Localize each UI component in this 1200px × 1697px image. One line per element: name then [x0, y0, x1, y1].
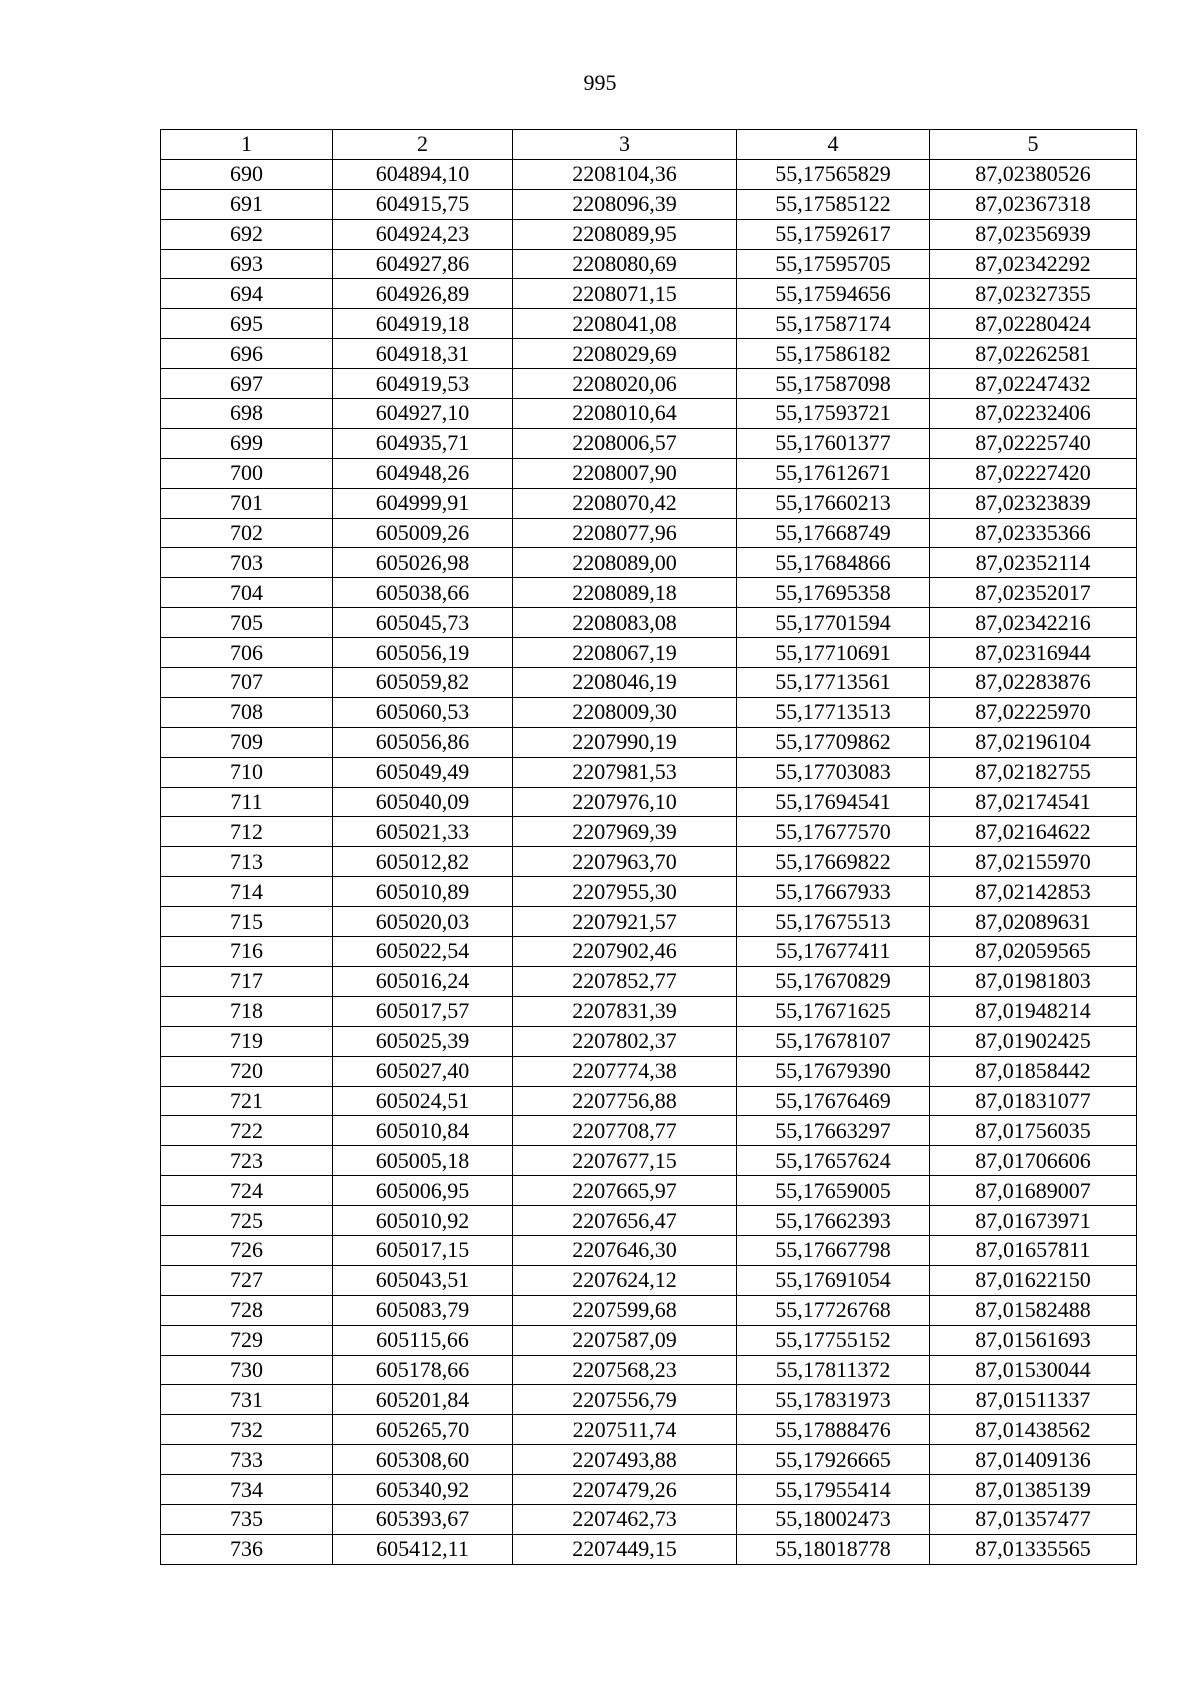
table-cell-col-1: 720: [161, 1056, 333, 1086]
table-cell-col-2: 604919,53: [333, 369, 513, 399]
table-cell-col-3: 2208089,00: [513, 548, 737, 578]
table-row: [161, 1235, 1137, 1265]
table-cell-col-3: 2208071,15: [513, 279, 737, 309]
table-cell-col-5: 87,02356939: [930, 219, 1137, 249]
table-row: [161, 1355, 1137, 1385]
table-cell-col-3: 2207902,46: [513, 937, 737, 967]
table-cell-col-3: 2208104,36: [513, 159, 737, 189]
table-cell-col-4: 55,17587174: [737, 309, 930, 339]
table-cell-col-1: 710: [161, 757, 333, 787]
table-row: [161, 488, 1137, 518]
table-cell-col-5: 87,02164622: [930, 817, 1137, 847]
table-cell-col-2: 604915,75: [333, 189, 513, 219]
table-cell-col-2: 604927,86: [333, 249, 513, 279]
table-cell-col-1: 705: [161, 608, 333, 638]
column-header-4: 4: [737, 130, 930, 160]
table-cell-col-3: 2208007,90: [513, 458, 737, 488]
table-cell-col-2: 605021,33: [333, 817, 513, 847]
table-cell-col-2: 605010,92: [333, 1206, 513, 1236]
table-cell-col-5: 87,02225970: [930, 697, 1137, 727]
table-cell-col-1: 722: [161, 1116, 333, 1146]
table-cell-col-3: 2207852,77: [513, 966, 737, 996]
table-cell-col-2: 605056,86: [333, 727, 513, 757]
table-row: [161, 1415, 1137, 1445]
table-cell-col-5: 87,02342216: [930, 608, 1137, 638]
table-cell-col-2: 605022,54: [333, 937, 513, 967]
table-row: [161, 966, 1137, 996]
table-row: [161, 727, 1137, 757]
table-cell-col-5: 87,02227420: [930, 458, 1137, 488]
table-row: [161, 369, 1137, 399]
table-cell-col-5: 87,02335366: [930, 518, 1137, 548]
table-header: [161, 130, 1137, 160]
table-cell-col-3: 2207708,77: [513, 1116, 737, 1146]
table-body: [161, 159, 1137, 1564]
table-cell-col-2: 605017,57: [333, 996, 513, 1026]
table-cell-col-4: 55,17662393: [737, 1206, 930, 1236]
table-cell-col-1: 718: [161, 996, 333, 1026]
table-cell-col-5: 87,01335565: [930, 1534, 1137, 1564]
table-cell-col-1: 708: [161, 697, 333, 727]
table-cell-col-4: 55,17926665: [737, 1445, 930, 1475]
table-cell-col-4: 55,18002473: [737, 1504, 930, 1534]
table-row: [161, 1295, 1137, 1325]
table-cell-col-4: 55,17709862: [737, 727, 930, 757]
table-cell-col-2: 605265,70: [333, 1415, 513, 1445]
table-row: [161, 1086, 1137, 1116]
table-cell-col-4: 55,17684866: [737, 548, 930, 578]
table-cell-col-1: 692: [161, 219, 333, 249]
table-cell-col-4: 55,17612671: [737, 458, 930, 488]
table-cell-col-1: 707: [161, 668, 333, 698]
table-cell-col-1: 724: [161, 1176, 333, 1206]
table-cell-col-3: 2208041,08: [513, 309, 737, 339]
table-cell-col-5: 87,02059565: [930, 937, 1137, 967]
table-cell-col-4: 55,17726768: [737, 1295, 930, 1325]
table-cell-col-4: 55,17663297: [737, 1116, 930, 1146]
table-cell-col-2: 605024,51: [333, 1086, 513, 1116]
table-cell-col-4: 55,17601377: [737, 428, 930, 458]
table-cell-col-1: 695: [161, 309, 333, 339]
table-cell-col-1: 703: [161, 548, 333, 578]
table-cell-col-1: 728: [161, 1295, 333, 1325]
table-cell-col-4: 55,17668749: [737, 518, 930, 548]
table-row: [161, 1146, 1137, 1176]
table-cell-col-1: 712: [161, 817, 333, 847]
table-cell-col-5: 87,01981803: [930, 966, 1137, 996]
table-row: [161, 1206, 1137, 1236]
table-cell-col-4: 55,17678107: [737, 1026, 930, 1056]
table-cell-col-3: 2208089,18: [513, 578, 737, 608]
table-row: [161, 996, 1137, 1026]
table-cell-col-5: 87,01409136: [930, 1445, 1137, 1475]
table-cell-col-3: 2207831,39: [513, 996, 737, 1026]
table-cell-col-2: 605393,67: [333, 1504, 513, 1534]
table-cell-col-1: 733: [161, 1445, 333, 1475]
table-row: [161, 339, 1137, 369]
table-cell-col-1: 732: [161, 1415, 333, 1445]
table-cell-col-5: 87,02380526: [930, 159, 1137, 189]
table-row: [161, 458, 1137, 488]
table-cell-col-2: 604999,91: [333, 488, 513, 518]
table-cell-col-5: 87,02327355: [930, 279, 1137, 309]
table-cell-col-4: 55,17595705: [737, 249, 930, 279]
table-cell-col-3: 2208083,08: [513, 608, 737, 638]
table-row: [161, 1534, 1137, 1564]
table-cell-col-2: 605017,15: [333, 1235, 513, 1265]
table-cell-col-2: 605016,24: [333, 966, 513, 996]
table-cell-col-4: 55,17955414: [737, 1475, 930, 1505]
table-cell-col-2: 605012,82: [333, 847, 513, 877]
table-cell-col-3: 2207599,68: [513, 1295, 737, 1325]
table-cell-col-3: 2208010,64: [513, 399, 737, 429]
table-row: [161, 1504, 1137, 1534]
table-cell-col-5: 87,01582488: [930, 1295, 1137, 1325]
table-cell-col-2: 605201,84: [333, 1385, 513, 1415]
table-cell-col-3: 2207479,26: [513, 1475, 737, 1505]
table-cell-col-2: 604924,23: [333, 219, 513, 249]
table-cell-col-3: 2208020,06: [513, 369, 737, 399]
table-cell-col-2: 605010,89: [333, 877, 513, 907]
table-cell-col-3: 2208096,39: [513, 189, 737, 219]
table-cell-col-3: 2208089,95: [513, 219, 737, 249]
table-cell-col-4: 55,17694541: [737, 787, 930, 817]
table-row: [161, 279, 1137, 309]
table-cell-col-2: 604894,10: [333, 159, 513, 189]
table-cell-col-5: 87,02225740: [930, 428, 1137, 458]
table-cell-col-4: 55,17710691: [737, 638, 930, 668]
table-cell-col-5: 87,02196104: [930, 727, 1137, 757]
table-cell-col-1: 713: [161, 847, 333, 877]
table-cell-col-4: 55,17713561: [737, 668, 930, 698]
table-cell-col-3: 2208009,30: [513, 697, 737, 727]
table-cell-col-3: 2207802,37: [513, 1026, 737, 1056]
table-cell-col-1: 714: [161, 877, 333, 907]
table-cell-col-2: 605005,18: [333, 1146, 513, 1176]
table-cell-col-5: 87,01561693: [930, 1325, 1137, 1355]
table-cell-col-3: 2207449,15: [513, 1534, 737, 1564]
table-cell-col-4: 55,17679390: [737, 1056, 930, 1086]
table-row: [161, 638, 1137, 668]
table-cell-col-3: 2207624,12: [513, 1265, 737, 1295]
table-cell-col-5: 87,02182755: [930, 757, 1137, 787]
table-cell-col-5: 87,01438562: [930, 1415, 1137, 1445]
table-cell-col-1: 727: [161, 1265, 333, 1295]
table-cell-col-1: 698: [161, 399, 333, 429]
table-cell-col-4: 55,17701594: [737, 608, 930, 638]
table-cell-col-4: 55,17594656: [737, 279, 930, 309]
table-cell-col-4: 55,17593721: [737, 399, 930, 429]
table-cell-col-2: 605045,73: [333, 608, 513, 638]
table-cell-col-5: 87,02352114: [930, 548, 1137, 578]
table-cell-col-5: 87,01530044: [930, 1355, 1137, 1385]
table-cell-col-1: 690: [161, 159, 333, 189]
table-cell-col-1: 706: [161, 638, 333, 668]
table-row: [161, 548, 1137, 578]
table-cell-col-3: 2207587,09: [513, 1325, 737, 1355]
table-cell-col-2: 605009,26: [333, 518, 513, 548]
table-cell-col-4: 55,17675513: [737, 907, 930, 937]
table-row: [161, 847, 1137, 877]
table-cell-col-5: 87,01902425: [930, 1026, 1137, 1056]
table-cell-col-1: 711: [161, 787, 333, 817]
table-cell-col-2: 604927,10: [333, 399, 513, 429]
table-row: [161, 1475, 1137, 1505]
table-cell-col-3: 2207511,74: [513, 1415, 737, 1445]
table-cell-col-1: 736: [161, 1534, 333, 1564]
table-cell-col-4: 55,17659005: [737, 1176, 930, 1206]
table-cell-col-2: 605006,95: [333, 1176, 513, 1206]
table-cell-col-3: 2207462,73: [513, 1504, 737, 1534]
table-cell-col-4: 55,17592617: [737, 219, 930, 249]
table-cell-col-2: 605083,79: [333, 1295, 513, 1325]
table-row: [161, 1056, 1137, 1086]
table-row: [161, 668, 1137, 698]
table-cell-col-4: 55,17677570: [737, 817, 930, 847]
table-cell-col-5: 87,01706606: [930, 1146, 1137, 1176]
table-cell-col-5: 87,01948214: [930, 996, 1137, 1026]
table-cell-col-1: 731: [161, 1385, 333, 1415]
table-cell-col-5: 87,01357477: [930, 1504, 1137, 1534]
table-cell-col-3: 2207955,30: [513, 877, 737, 907]
table-cell-col-1: 704: [161, 578, 333, 608]
table-row: [161, 1176, 1137, 1206]
table-cell-col-4: 55,17565829: [737, 159, 930, 189]
table-cell-col-1: 694: [161, 279, 333, 309]
table-cell-col-3: 2208070,42: [513, 488, 737, 518]
table-cell-col-3: 2207568,23: [513, 1355, 737, 1385]
table-cell-col-5: 87,01622150: [930, 1265, 1137, 1295]
table-cell-col-3: 2207756,88: [513, 1086, 737, 1116]
table-cell-col-2: 604948,26: [333, 458, 513, 488]
table-row: [161, 757, 1137, 787]
table-cell-col-5: 87,01831077: [930, 1086, 1137, 1116]
table-cell-col-2: 605412,11: [333, 1534, 513, 1564]
table-cell-col-5: 87,01858442: [930, 1056, 1137, 1086]
table-cell-col-4: 55,17660213: [737, 488, 930, 518]
table-cell-col-2: 605178,66: [333, 1355, 513, 1385]
table-cell-col-3: 2208006,57: [513, 428, 737, 458]
table-row: [161, 1026, 1137, 1056]
table-cell-col-2: 605010,84: [333, 1116, 513, 1146]
table-row: [161, 937, 1137, 967]
table-cell-col-1: 709: [161, 727, 333, 757]
table-cell-col-1: 700: [161, 458, 333, 488]
table-cell-col-5: 87,02323839: [930, 488, 1137, 518]
table-cell-col-4: 55,17670829: [737, 966, 930, 996]
table-cell-col-1: 717: [161, 966, 333, 996]
table-cell-col-5: 87,02262581: [930, 339, 1137, 369]
table-row: [161, 608, 1137, 638]
table-cell-col-3: 2208067,19: [513, 638, 737, 668]
table-row: [161, 399, 1137, 429]
table-cell-col-4: 55,17667798: [737, 1235, 930, 1265]
table-cell-col-3: 2207774,38: [513, 1056, 737, 1086]
table-cell-col-5: 87,02232406: [930, 399, 1137, 429]
table-cell-col-2: 605043,51: [333, 1265, 513, 1295]
table-cell-col-1: 721: [161, 1086, 333, 1116]
table-cell-col-2: 605056,19: [333, 638, 513, 668]
table-cell-col-5: 87,01511337: [930, 1385, 1137, 1415]
table-cell-col-5: 87,02352017: [930, 578, 1137, 608]
table-cell-col-4: 55,17831973: [737, 1385, 930, 1415]
table-cell-col-4: 55,17703083: [737, 757, 930, 787]
table-cell-col-5: 87,01756035: [930, 1116, 1137, 1146]
table-cell-col-3: 2207976,10: [513, 787, 737, 817]
table-cell-col-1: 729: [161, 1325, 333, 1355]
column-header-2: 2: [333, 130, 513, 160]
column-header-5: 5: [930, 130, 1137, 160]
table-cell-col-3: 2207921,57: [513, 907, 737, 937]
table-cell-col-3: 2208080,69: [513, 249, 737, 279]
table-cell-col-1: 719: [161, 1026, 333, 1056]
table-cell-col-2: 605308,60: [333, 1445, 513, 1475]
table-cell-col-5: 87,02142853: [930, 877, 1137, 907]
table-cell-col-3: 2207665,97: [513, 1176, 737, 1206]
table-cell-col-1: 702: [161, 518, 333, 548]
table-cell-col-2: 605060,53: [333, 697, 513, 727]
table-cell-col-1: 696: [161, 339, 333, 369]
table-cell-col-2: 605027,40: [333, 1056, 513, 1086]
table-cell-col-4: 55,17671625: [737, 996, 930, 1026]
table-cell-col-4: 55,17587098: [737, 369, 930, 399]
table-cell-col-4: 55,17695358: [737, 578, 930, 608]
table-cell-col-4: 55,18018778: [737, 1534, 930, 1564]
table-cell-col-2: 605038,66: [333, 578, 513, 608]
table-cell-col-2: 605020,03: [333, 907, 513, 937]
table-cell-col-4: 55,17586182: [737, 339, 930, 369]
table-cell-col-4: 55,17677411: [737, 937, 930, 967]
table-cell-col-2: 605025,39: [333, 1026, 513, 1056]
table-cell-col-3: 2207656,47: [513, 1206, 737, 1236]
table-row: [161, 428, 1137, 458]
table-cell-col-1: 693: [161, 249, 333, 279]
table-cell-col-5: 87,02089631: [930, 907, 1137, 937]
table-cell-col-3: 2207963,70: [513, 847, 737, 877]
table-cell-col-1: 735: [161, 1504, 333, 1534]
table-cell-col-4: 55,17755152: [737, 1325, 930, 1355]
table-row: [161, 1385, 1137, 1415]
table-cell-col-5: 87,01385139: [930, 1475, 1137, 1505]
table-row: [161, 907, 1137, 937]
table-cell-col-3: 2207556,79: [513, 1385, 737, 1415]
table-cell-col-2: 605049,49: [333, 757, 513, 787]
table-cell-col-5: 87,02367318: [930, 189, 1137, 219]
table-cell-col-2: 605059,82: [333, 668, 513, 698]
table-cell-col-5: 87,02247432: [930, 369, 1137, 399]
table-row: [161, 787, 1137, 817]
coordinates-table: [160, 129, 1137, 1565]
table-cell-col-3: 2208077,96: [513, 518, 737, 548]
table-cell-col-2: 605115,66: [333, 1325, 513, 1355]
table-cell-col-3: 2208029,69: [513, 339, 737, 369]
table-cell-col-5: 87,01657811: [930, 1235, 1137, 1265]
table-cell-col-4: 55,17667933: [737, 877, 930, 907]
table-row: [161, 817, 1137, 847]
table-row: [161, 309, 1137, 339]
table-cell-col-1: 701: [161, 488, 333, 518]
table-row: [161, 578, 1137, 608]
table-cell-col-2: 604926,89: [333, 279, 513, 309]
table-cell-col-2: 604919,18: [333, 309, 513, 339]
table-cell-col-5: 87,02283876: [930, 668, 1137, 698]
table-row: [161, 1116, 1137, 1146]
table-row: [161, 1265, 1137, 1295]
table-cell-col-4: 55,17811372: [737, 1355, 930, 1385]
table-cell-col-4: 55,17676469: [737, 1086, 930, 1116]
table-cell-col-2: 604935,71: [333, 428, 513, 458]
table-cell-col-3: 2207990,19: [513, 727, 737, 757]
table-cell-col-4: 55,17669822: [737, 847, 930, 877]
table-cell-col-1: 691: [161, 189, 333, 219]
table-cell-col-5: 87,02280424: [930, 309, 1137, 339]
table-cell-col-1: 726: [161, 1235, 333, 1265]
table-row: [161, 877, 1137, 907]
table-cell-col-1: 699: [161, 428, 333, 458]
table-cell-col-2: 605340,92: [333, 1475, 513, 1505]
table-cell-col-1: 715: [161, 907, 333, 937]
table-cell-col-3: 2207969,39: [513, 817, 737, 847]
table-row: [161, 697, 1137, 727]
table-cell-col-3: 2207677,15: [513, 1146, 737, 1176]
column-header-3: 3: [513, 130, 737, 160]
table-row: [161, 249, 1137, 279]
page-number: 995: [583, 70, 617, 95]
header-row: [161, 130, 1137, 160]
table-row: [161, 518, 1137, 548]
table-row: [161, 1445, 1137, 1475]
table-cell-col-4: 55,17713513: [737, 697, 930, 727]
column-header-1: 1: [161, 130, 333, 160]
table-cell-col-5: 87,02316944: [930, 638, 1137, 668]
table-row: [161, 219, 1137, 249]
table-cell-col-5: 87,02342292: [930, 249, 1137, 279]
table-row: [161, 189, 1137, 219]
table-cell-col-3: 2207493,88: [513, 1445, 737, 1475]
table-cell-col-1: 723: [161, 1146, 333, 1176]
table-row: [161, 159, 1137, 189]
table-cell-col-4: 55,17657624: [737, 1146, 930, 1176]
table-cell-col-1: 716: [161, 937, 333, 967]
table-cell-col-3: 2207981,53: [513, 757, 737, 787]
table-cell-col-2: 605040,09: [333, 787, 513, 817]
table-cell-col-4: 55,17585122: [737, 189, 930, 219]
table-cell-col-1: 697: [161, 369, 333, 399]
table-cell-col-4: 55,17888476: [737, 1415, 930, 1445]
table-cell-col-2: 605026,98: [333, 548, 513, 578]
table-cell-col-3: 2208046,19: [513, 668, 737, 698]
table-cell-col-5: 87,01673971: [930, 1206, 1137, 1236]
table-cell-col-4: 55,17691054: [737, 1265, 930, 1295]
table-cell-col-2: 604918,31: [333, 339, 513, 369]
table-cell-col-1: 730: [161, 1355, 333, 1385]
table-row: [161, 1325, 1137, 1355]
table-cell-col-5: 87,02174541: [930, 787, 1137, 817]
table-cell-col-5: 87,02155970: [930, 847, 1137, 877]
table-cell-col-1: 725: [161, 1206, 333, 1236]
table-cell-col-5: 87,01689007: [930, 1176, 1137, 1206]
table-cell-col-1: 734: [161, 1475, 333, 1505]
table-cell-col-3: 2207646,30: [513, 1235, 737, 1265]
